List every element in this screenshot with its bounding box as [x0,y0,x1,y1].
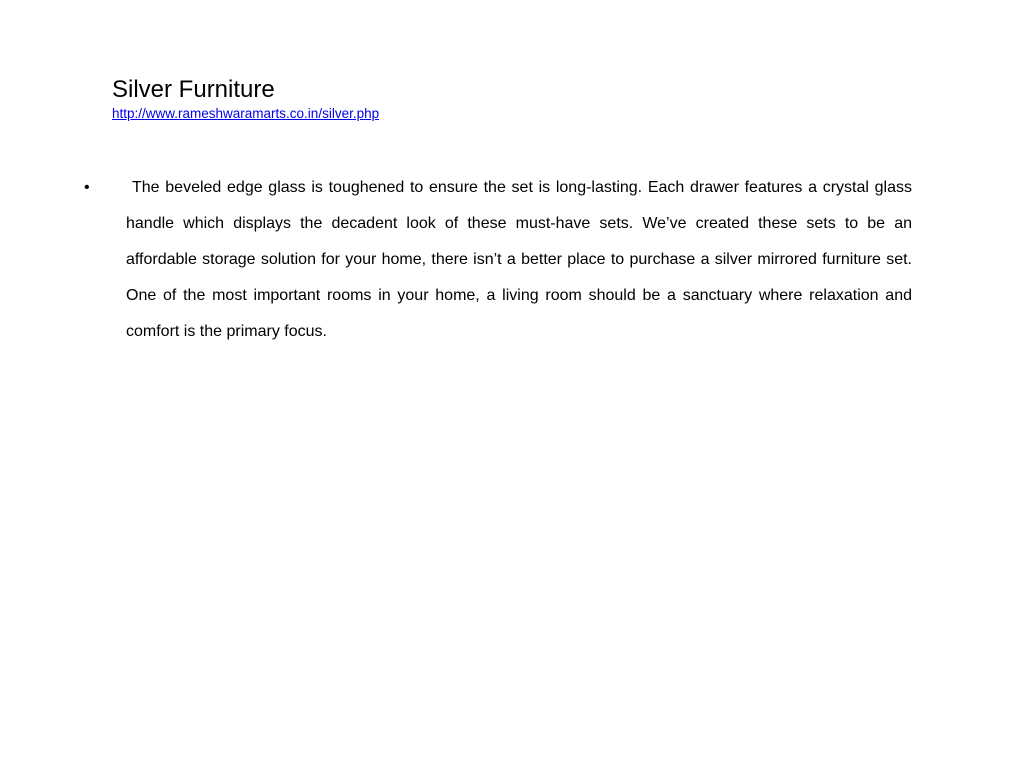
source-link[interactable]: http://www.rameshwaramarts.co.in/silver.php [112,106,380,121]
slide-title: Silver Furniture [112,76,275,103]
bullet-marker: • [84,179,90,196]
bullet-text: The beveled edge glass is toughened to ensure the set is long-lasting. Each drawer features a crystal glass handle which displays the decadent look of these must-have sets. We’ve created these sets to be an affordable storage solution for your home, there isn’t a better place to purchase a silver mirrored furniture set. One of the most important rooms in your home, a living room should be a sanctuary where relaxation and comfort is the primary focus. [126,179,912,340]
list-item [84,170,912,350]
bullet-list [84,170,912,350]
slide-header [112,76,912,123]
